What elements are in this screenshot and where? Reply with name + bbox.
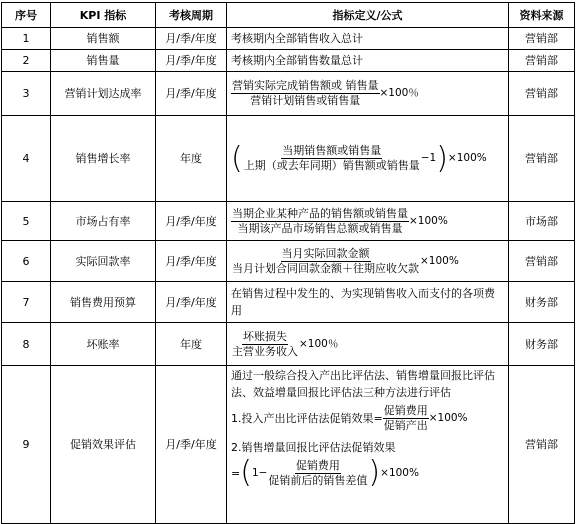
denominator: 促销前后的销售差值: [268, 473, 368, 487]
numerator: 当期销售额或销售量: [282, 144, 382, 157]
row-no: 4: [2, 116, 51, 202]
table-row: [2, 28, 575, 50]
left-paren: (: [231, 140, 243, 176]
row-period: 年度: [156, 323, 227, 366]
method-intro: 通过一般综合投入产出比评估法、销售增量回报比评估法、效益增量回报比评估法三种方法进行评估: [231, 369, 495, 399]
row-kpi: 销售量: [51, 50, 156, 72]
row-source: 财务部: [509, 323, 575, 366]
denominator: 上期（或去年同期）销售额或销售量: [243, 159, 420, 172]
row-formula: [227, 323, 509, 366]
table-row: [2, 72, 575, 116]
row-no: 5: [2, 202, 51, 241]
minus-one: −1: [420, 152, 437, 164]
header-source: 资料来源: [509, 3, 575, 28]
method1-label: 1.投入产出比评估法促销效果=: [231, 412, 383, 425]
row-kpi: 销售额: [51, 28, 156, 50]
row-source: 营销部: [509, 116, 575, 202]
equals-sign: =: [231, 466, 241, 480]
row-kpi: 促销效果评估: [51, 366, 156, 524]
one-minus: 1−: [251, 466, 268, 479]
numerator: 当期企业某种产品的销售额或销售量: [232, 206, 408, 220]
row-kpi: 营销计划达成率: [51, 72, 156, 116]
numerator: 促销费用: [295, 458, 340, 472]
row-kpi: 坏账率: [51, 323, 156, 366]
row-period: 年度: [156, 116, 227, 202]
row-no: 3: [2, 72, 51, 116]
row-period: 月/季/年度: [156, 50, 227, 72]
denominator: 主营业务收入: [232, 344, 298, 358]
header-period: 考核周期: [156, 3, 227, 28]
row-kpi: 销售增长率: [51, 116, 156, 202]
row-kpi: 销售费用预算: [51, 282, 156, 323]
row-kpi: 市场占有率: [51, 202, 156, 241]
table-row: [2, 202, 575, 241]
numerator: 当月实际回款金额: [281, 246, 370, 260]
fraction: [231, 330, 299, 359]
row-definition: 考核期内全部销售数量总计: [227, 50, 509, 72]
row-period: 月/季/年度: [156, 241, 227, 282]
right-paren: ): [436, 140, 448, 176]
fraction: [383, 404, 429, 433]
row-no: 7: [2, 282, 51, 323]
row-source: 营销部: [509, 50, 575, 72]
denominator: 促销产出: [383, 419, 428, 432]
row-formula: [227, 241, 509, 282]
row-source: 营销部: [509, 72, 575, 116]
fraction: [243, 144, 421, 173]
denominator: 当期该产品市场销售总额或销售量: [237, 221, 403, 235]
table-row: [2, 241, 575, 282]
left-paren: (: [240, 455, 252, 490]
row-no: 9: [2, 366, 51, 524]
row-formula: [227, 116, 509, 202]
header-definition: 指标定义/公式: [227, 3, 509, 28]
row-period: 月/季/年度: [156, 28, 227, 50]
row-no: 6: [2, 241, 51, 282]
row-no: 8: [2, 323, 51, 366]
right-paren: ): [368, 455, 381, 490]
numerator: 营销实际完成销售额或 销售量: [232, 79, 379, 92]
row-formula: [227, 72, 509, 116]
row-period: 月/季/年度: [156, 282, 227, 323]
multiplier: ×100%: [409, 214, 448, 227]
row-source: 营销部: [509, 241, 575, 282]
row-source: 财务部: [509, 282, 575, 323]
table-row: [2, 116, 575, 202]
multiplier: ×100％: [379, 87, 419, 99]
multiplier: ×100%: [380, 466, 419, 479]
table-row: [2, 50, 575, 72]
row-definition: 考核期内全部销售收入总计: [227, 28, 509, 50]
multiplier: ×100％: [299, 337, 339, 350]
row-period: 月/季/年度: [156, 202, 227, 241]
table-row: [2, 366, 575, 524]
row-formula: [227, 366, 509, 524]
row-source: 市场部: [509, 202, 575, 241]
header-no: 序号: [2, 3, 51, 28]
fraction: [231, 207, 409, 236]
multiplier: ×100%: [420, 254, 459, 267]
row-no: 2: [2, 50, 51, 72]
multiplier: ×100%: [428, 412, 468, 424]
row-source: 营销部: [509, 366, 575, 524]
numerator: 促销费用: [383, 404, 428, 417]
row-period: 月/季/年度: [156, 366, 227, 524]
header-row: [2, 3, 575, 28]
row-period: 月/季/年度: [156, 72, 227, 116]
table-row: [2, 282, 575, 323]
denominator: 营销计划销售或销售量: [250, 94, 361, 107]
fraction: [267, 459, 368, 488]
multiplier: ×100%: [447, 152, 487, 164]
method2-label: 2.销售增量回报比评估法促销效果: [231, 441, 396, 454]
row-no: 1: [2, 28, 51, 50]
header-kpi: KPI 指标: [51, 3, 156, 28]
row-source: 营销部: [509, 28, 575, 50]
table-row: [2, 323, 575, 366]
numerator: 坏账损失: [243, 329, 287, 343]
row-kpi: 实际回款率: [51, 241, 156, 282]
row-definition: 在销售过程中发生的、为实现销售收入而支付的各项费用: [227, 282, 509, 323]
fraction: [231, 79, 380, 108]
kpi-table: [1, 2, 575, 524]
row-formula: [227, 202, 509, 241]
denominator: 当月计划合同回款金额＋往期应收欠款: [232, 261, 419, 275]
fraction: [231, 247, 420, 276]
